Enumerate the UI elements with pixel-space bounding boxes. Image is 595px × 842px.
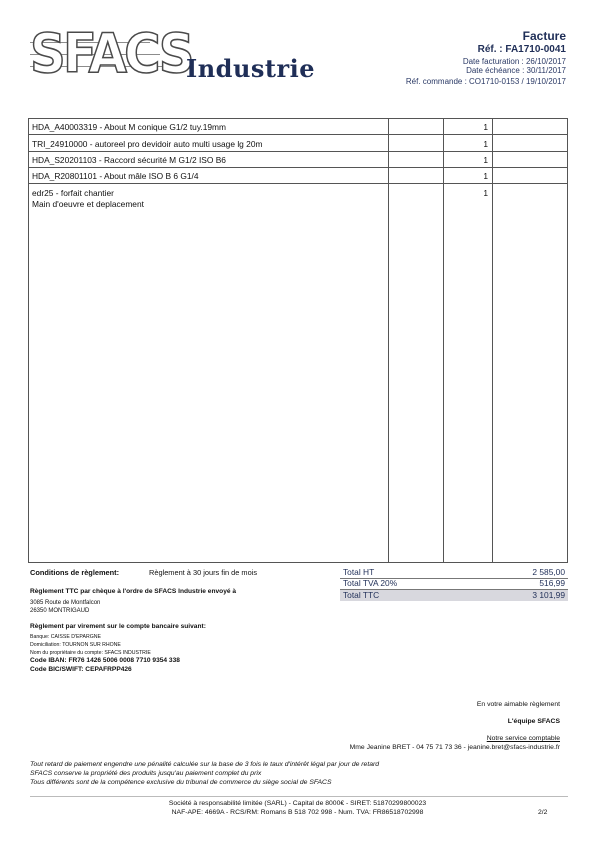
iban: Code IBAN: FR76 1426 5006 0008 7710 9354 338 (30, 657, 180, 664)
legal-note: Tous différents sont de la compétence exclusive du tribunal de commerce du siège social de SFACS (30, 779, 332, 786)
total-ht-label: Total HT (343, 567, 375, 577)
total-ht-row (340, 567, 568, 578)
item-description: TRI_24910000 - autoreel pro devidoir auto multi usage lg 20m (32, 139, 263, 149)
closing-greeting: En votre aimable règlement (476, 701, 560, 708)
footer-registration: NAF-APE: 4669A - RCS/RM: Romans B 518 702 998 - Num. TVA: FR86518702998 (171, 809, 424, 816)
total-tva-label: Total TVA 20% (343, 578, 398, 588)
transfer-title: Règlement par virement sur le compte bancaire suivant: (30, 623, 206, 630)
total-ttc-value: 3 101,99 (532, 590, 565, 600)
table-divider (492, 119, 493, 562)
logo-wordmark: SFACS (30, 22, 192, 85)
footer-divider (30, 796, 568, 797)
accounting-service: Notre service comptable (486, 735, 560, 742)
item-quantity: 1 (483, 171, 488, 181)
closing-team: L'équipe SFACS (507, 718, 560, 725)
item-quantity: 1 (483, 155, 488, 165)
item-quantity: 1 (483, 188, 488, 198)
item-description-detail: Main d'oeuvre et deplacement (32, 199, 144, 209)
item-quantity: 1 (483, 122, 488, 132)
total-ttc-row (340, 590, 568, 601)
row-divider (29, 167, 567, 168)
total-ttc-label: Total TTC (343, 590, 380, 600)
bank-domiciliation: Domiciliation: TOURNON SUR RHONE (30, 642, 121, 648)
page-number: 2/2 (538, 809, 548, 816)
total-tva-value: 516,99 (539, 578, 565, 588)
legal-note: Tout retard de paiement engendre une pénalité calculée sur la base de 3 fois le taux d'intérêt légal par jour de retard (30, 761, 380, 768)
cheque-city: 26350 MONTRIGAUD (30, 608, 90, 614)
total-tva-row (340, 578, 568, 589)
row-divider (29, 134, 567, 135)
invoice-date: Date facturation : 26/10/2017 (462, 57, 566, 66)
legal-note: SFACS conserve la propriété des produits jusqu'au paiement complet du prix (30, 770, 262, 777)
item-description: HDA_A40003319 - About M conique G1/2 tuy.19mm (32, 122, 226, 132)
footer-company-info: Société à responsabilité limitée (SARL) - Capital de 8000€ - SIRET: 51870299800023 (168, 800, 427, 807)
document-title: Facture (522, 29, 566, 43)
item-description: HDA_S20201103 - Raccord sécurité M G1/2 ISO B6 (32, 155, 226, 165)
items-table (28, 118, 568, 563)
item-description: edr25 - forfait chantier (32, 188, 114, 198)
cheque-title: Règlement TTC par chèque à l'ordre de SFACS Industrie envoyé à (30, 588, 237, 595)
invoice-reference: Réf. : FA1710-0041 (477, 44, 566, 55)
cheque-address: 3085 Route de Montfalcon (30, 600, 101, 606)
company-logo (30, 22, 320, 90)
table-divider (443, 119, 444, 562)
bic: Code BIC/SWIFT: CEPAFRPP426 (30, 666, 132, 673)
contact-line: Mme Jeanine BRET - 04 75 71 73 36 - jeanine.bret@sfacs-industrie.fr (349, 744, 560, 751)
conditions-value: Règlement à 30 jours fin de mois (149, 568, 258, 577)
item-description: HDA_R20801101 - About mâle ISO B 6 G1/4 (32, 171, 199, 181)
conditions-label: Conditions de règlement: (30, 568, 120, 577)
row-divider (29, 183, 567, 184)
due-date: Date échéance : 30/11/2017 (466, 66, 566, 75)
totals-box (340, 566, 568, 602)
order-reference: Réf. commande : CO1710-0153 / 19/10/2017 (405, 77, 566, 86)
total-ht-value: 2 585,00 (532, 567, 565, 577)
table-divider (388, 119, 389, 562)
logo-subtitle: Industrie (186, 54, 316, 83)
account-owner: Nom du propriétaire du compte: SFACS INDUSTRIE (30, 650, 151, 656)
row-divider (29, 151, 567, 152)
bank-name: Banque: CAISSE D'EPARGNE (30, 634, 101, 640)
item-quantity: 1 (483, 139, 488, 149)
